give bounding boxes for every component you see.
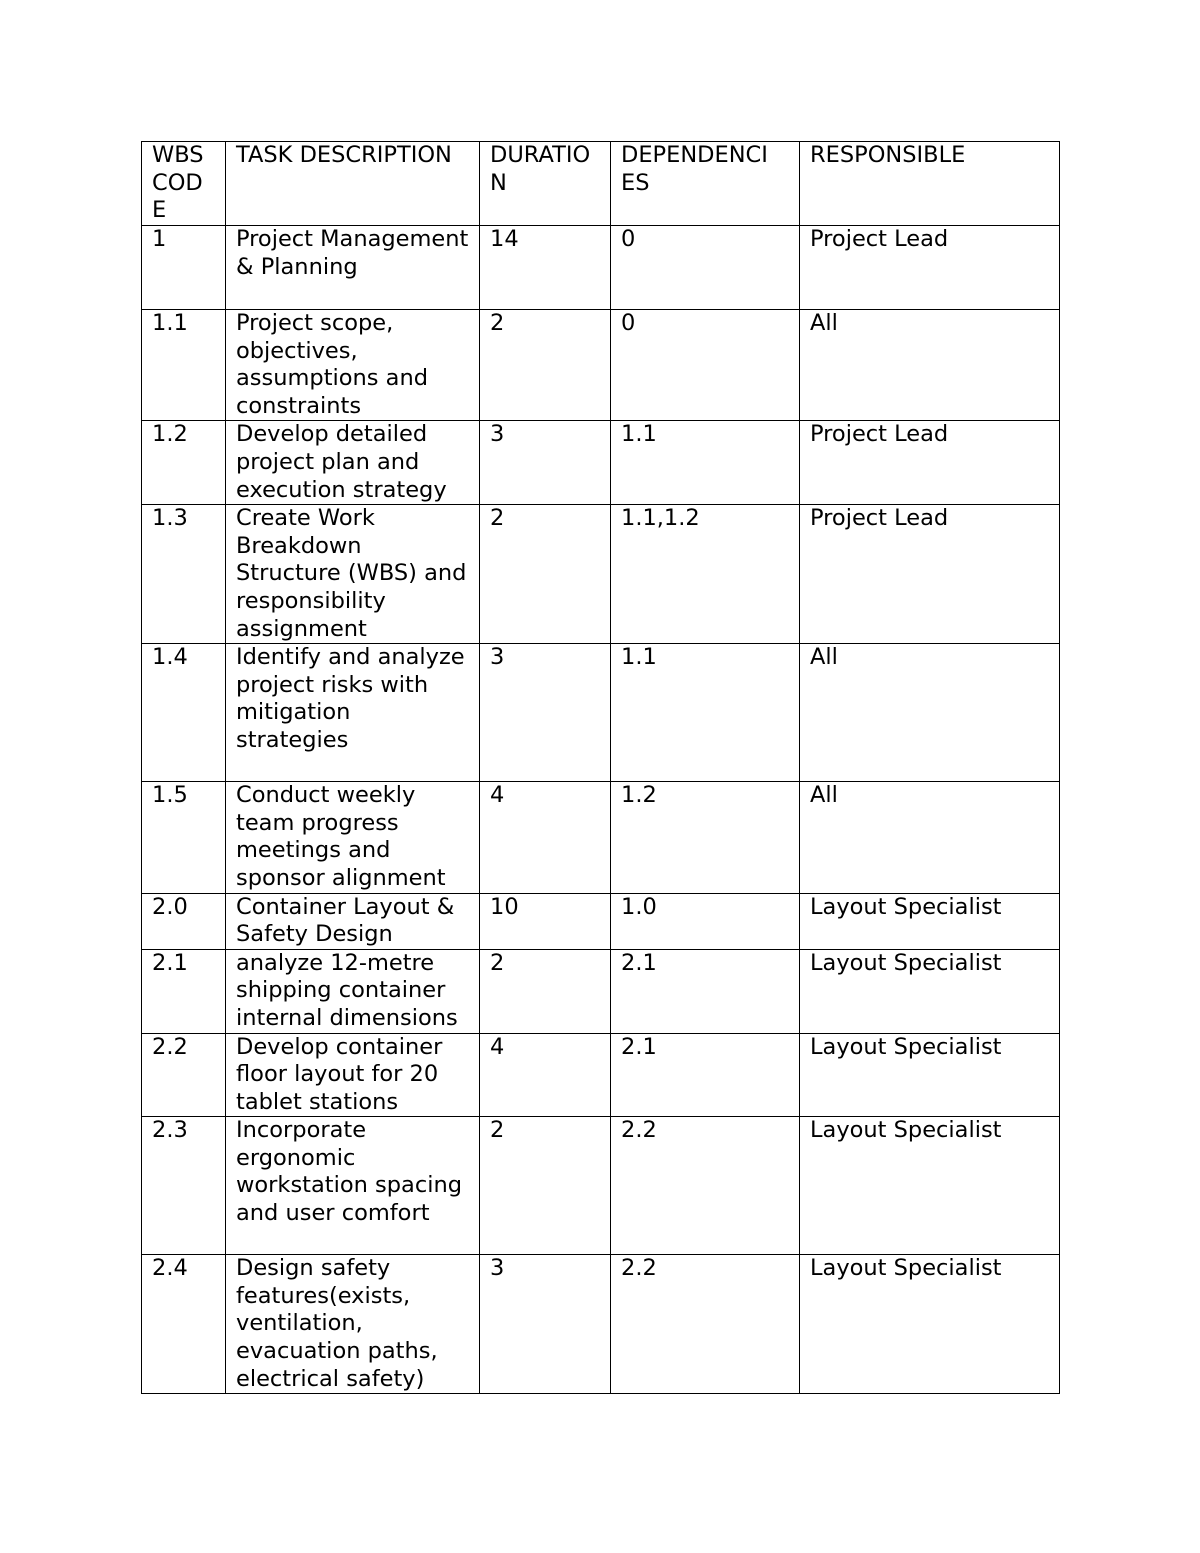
cell-task-description: Design safety features(exists, ventilation, evacuation paths, electrical safety) [226, 1255, 480, 1394]
cell-duration: 2 [480, 1117, 611, 1255]
cell-responsible: All [800, 644, 1060, 782]
cell-dependencies: 1.1 [611, 644, 800, 782]
cell-duration: 2 [480, 949, 611, 1033]
cell-responsible: Project Lead [800, 505, 1060, 644]
cell-dependencies: 1.1 [611, 421, 800, 505]
cell-wbs-code: 2.3 [142, 1117, 226, 1255]
table-row [142, 1033, 1060, 1117]
cell-responsible: Layout Specialist [800, 1255, 1060, 1394]
cell-task-description: Create Work Breakdown Structure (WBS) and responsibility assignment [226, 505, 480, 644]
cell-duration: 3 [480, 1255, 611, 1394]
cell-responsible: All [800, 310, 1060, 421]
header-duration: DURATIO N [480, 142, 611, 226]
table-row [142, 644, 1060, 782]
table-row [142, 949, 1060, 1033]
cell-wbs-code: 1.2 [142, 421, 226, 505]
cell-wbs-code: 1.3 [142, 505, 226, 644]
cell-duration: 3 [480, 421, 611, 505]
table-row [142, 226, 1060, 310]
header-task-description: TASK DESCRIPTION [226, 142, 480, 226]
cell-wbs-code: 1.1 [142, 310, 226, 421]
table-header-row [142, 142, 1060, 226]
cell-responsible: Project Lead [800, 226, 1060, 310]
cell-wbs-code: 2.1 [142, 949, 226, 1033]
cell-task-description: Conduct weekly team progress meetings and sponsor alignment [226, 782, 480, 893]
cell-responsible: Layout Specialist [800, 1033, 1060, 1117]
cell-responsible: Layout Specialist [800, 1117, 1060, 1255]
cell-responsible: Layout Specialist [800, 893, 1060, 949]
cell-dependencies: 2.2 [611, 1117, 800, 1255]
cell-wbs-code: 1 [142, 226, 226, 310]
cell-dependencies: 1.0 [611, 893, 800, 949]
cell-task-description: Incorporate ergonomic workstation spacing and user comfort [226, 1117, 480, 1255]
cell-responsible: Project Lead [800, 421, 1060, 505]
table-row [142, 1117, 1060, 1255]
cell-dependencies: 1.2 [611, 782, 800, 893]
table-row [142, 782, 1060, 893]
table-row [142, 421, 1060, 505]
cell-responsible: Layout Specialist [800, 949, 1060, 1033]
cell-dependencies: 2.2 [611, 1255, 800, 1394]
cell-dependencies: 0 [611, 310, 800, 421]
table-row [142, 505, 1060, 644]
cell-task-description: Project scope, objectives, assumptions and constraints [226, 310, 480, 421]
cell-duration: 14 [480, 226, 611, 310]
cell-task-description: Container Layout & Safety Design [226, 893, 480, 949]
wbs-table [141, 141, 1060, 1394]
table-row [142, 893, 1060, 949]
cell-wbs-code: 2.2 [142, 1033, 226, 1117]
cell-wbs-code: 2.0 [142, 893, 226, 949]
cell-dependencies: 1.1,1.2 [611, 505, 800, 644]
header-dependencies: DEPENDENCI ES [611, 142, 800, 226]
cell-dependencies: 0 [611, 226, 800, 310]
cell-duration: 2 [480, 310, 611, 421]
header-wbs-code: WBS COD E [142, 142, 226, 226]
cell-wbs-code: 1.4 [142, 644, 226, 782]
cell-responsible: All [800, 782, 1060, 893]
cell-duration: 3 [480, 644, 611, 782]
cell-duration: 4 [480, 1033, 611, 1117]
cell-task-description: Develop detailed project plan and execution strategy [226, 421, 480, 505]
cell-wbs-code: 1.5 [142, 782, 226, 893]
table-row [142, 310, 1060, 421]
cell-task-description: analyze 12-metre shipping container internal dimensions [226, 949, 480, 1033]
cell-task-description: Develop container floor layout for 20 tablet stations [226, 1033, 480, 1117]
header-responsible: RESPONSIBLE [800, 142, 1060, 226]
cell-task-description: Identify and analyze project risks with mitigation strategies [226, 644, 480, 782]
cell-duration: 10 [480, 893, 611, 949]
cell-dependencies: 2.1 [611, 949, 800, 1033]
cell-duration: 4 [480, 782, 611, 893]
cell-task-description: Project Management & Planning [226, 226, 480, 310]
cell-wbs-code: 2.4 [142, 1255, 226, 1394]
cell-duration: 2 [480, 505, 611, 644]
table-row [142, 1255, 1060, 1394]
cell-dependencies: 2.1 [611, 1033, 800, 1117]
